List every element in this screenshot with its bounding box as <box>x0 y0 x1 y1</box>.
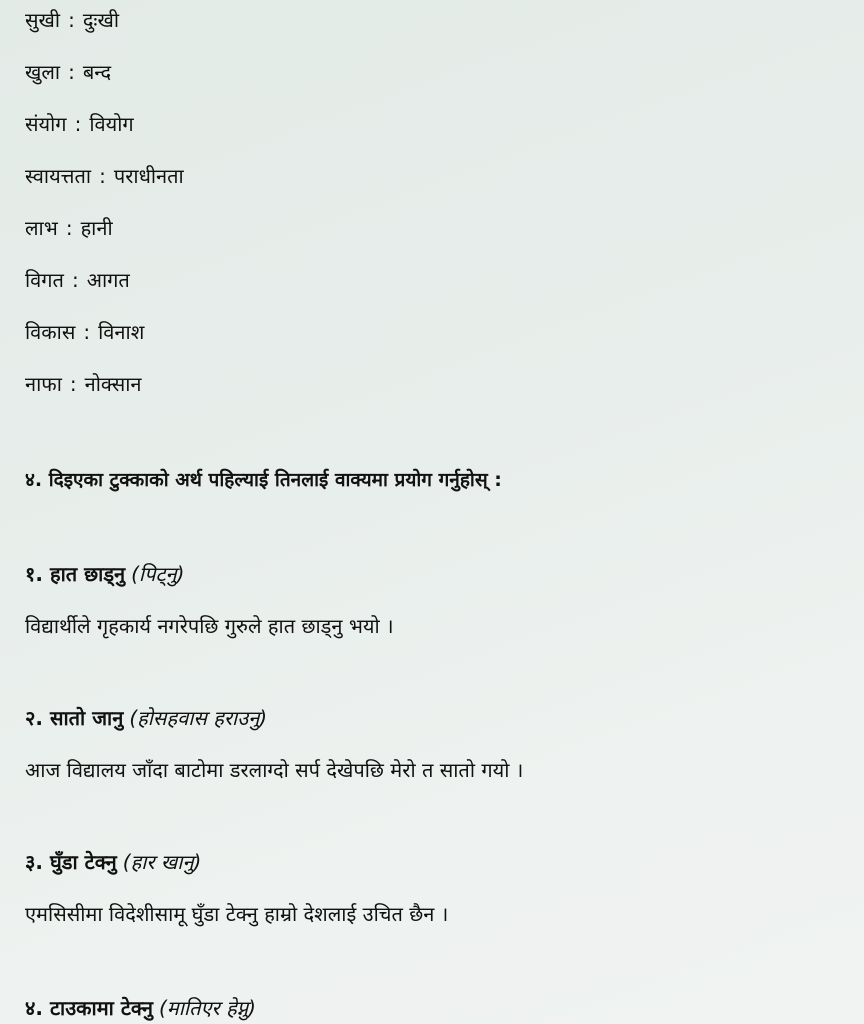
idiom-heading <box>25 704 267 732</box>
question-heading: ४. दिइएका टुक्काको अर्थ पहिल्याई तिनलाई वाक्यमा प्रयोग गर्नुहोस् : <box>25 469 502 491</box>
idiom-meaning: (हार खानु) <box>122 850 202 874</box>
antonym-pair <box>25 58 111 86</box>
antonym-word: सुखी <box>25 8 61 32</box>
idiom-sentence: एमसिसीमा विदेशीसामू घुँडा टेक्नु हाम्रो देशलाई उचित छैन । <box>25 902 449 926</box>
idiom-term: १. हात छाड्नु <box>25 562 126 586</box>
antonym-word: विकास <box>25 320 76 344</box>
antonym-separator: : <box>65 216 73 240</box>
antonym-separator: : <box>68 8 75 32</box>
antonym-opposite: दुःखी <box>82 8 120 32</box>
antonym-opposite: बन्द <box>82 60 112 84</box>
antonym-separator: : <box>69 372 77 396</box>
idiom-sentence: विद्यार्थीले गृहकार्य नगरेपछि गुरुले हात छाड्नु भयो । <box>25 614 394 638</box>
antonym-word: लाभ <box>25 216 58 240</box>
idiom-sentence: आज विद्यालय जाँदा बाटोमा डरलाग्दो सर्प देखेपछि मेरो त सातो गयो । <box>25 758 524 782</box>
idiom-meaning: (होसहवास हराउनु) <box>129 706 268 730</box>
antonym-opposite: हानी <box>80 216 113 240</box>
antonym-separator: : <box>83 320 91 344</box>
antonym-separator: : <box>99 164 106 188</box>
idiom-term: ४. टाउकामा टेक्नु <box>25 996 153 1020</box>
antonym-opposite: नोक्सान <box>84 372 142 396</box>
antonym-pair <box>25 318 144 346</box>
idiom-term: ३. घुँडा टेक्नु <box>25 850 117 874</box>
antonym-opposite: वियोग <box>89 112 134 136</box>
antonym-separator: : <box>68 60 75 84</box>
antonym-word: विगत <box>25 268 64 292</box>
idiom-term: २. सातो जानु <box>25 706 124 730</box>
antonym-pair <box>25 162 184 190</box>
antonym-word: स्वायत्तता <box>25 164 92 188</box>
antonym-opposite: आगत <box>86 268 130 292</box>
idiom-meaning: (पिट्नु) <box>131 562 185 586</box>
antonym-pair <box>25 6 119 34</box>
idiom-meaning: (मातिएर हेप्नु) <box>158 996 256 1020</box>
antonym-word: संयोग <box>25 112 67 136</box>
antonym-separator: : <box>71 268 79 292</box>
antonym-pair <box>25 266 130 294</box>
antonym-opposite: विनाश <box>98 320 145 344</box>
antonym-separator: : <box>74 112 82 136</box>
antonym-opposite: पराधीनता <box>113 164 184 188</box>
idiom-heading <box>25 560 184 588</box>
antonym-word: खुला <box>25 60 61 84</box>
idiom-heading <box>25 848 201 876</box>
antonym-pair <box>25 110 134 138</box>
antonym-pair <box>25 370 142 398</box>
idiom-heading <box>25 994 256 1022</box>
antonym-pair <box>25 214 113 242</box>
antonym-word: नाफा <box>25 372 62 396</box>
